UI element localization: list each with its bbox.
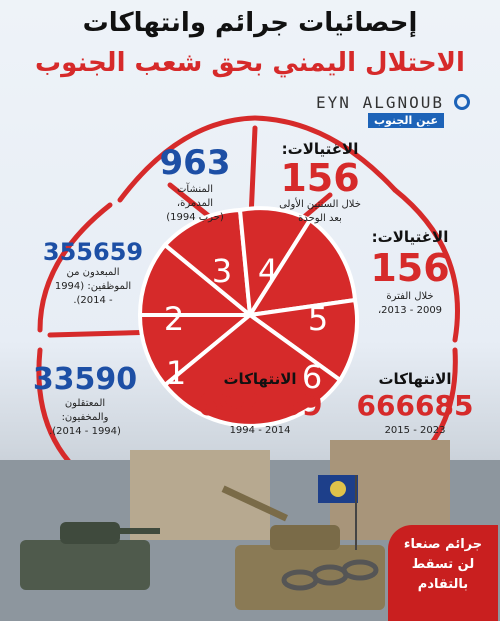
stat-dismissed-employees bbox=[28, 238, 158, 308]
stat-assassinations-2009-desc1: خلال الفترة bbox=[386, 291, 434, 302]
stat-assassinations-2009-desc2: 2009 - 2013، bbox=[377, 305, 443, 316]
stat-violations-1994-heading: الانتهاكات bbox=[223, 370, 297, 388]
slogan-line-1: جرائم صنعاء bbox=[403, 537, 483, 552]
stat-detainees-desc2: والمخفيون: bbox=[61, 412, 109, 423]
segment-label-4: 4 bbox=[257, 252, 279, 290]
stat-assassinations-early-desc2: بعد الوحدة bbox=[298, 213, 342, 224]
stat-detainees-desc3: (1994 - 2014). bbox=[49, 426, 121, 437]
title-line-2: الاحتلال اليمني بحق شعب الجنوب bbox=[35, 48, 465, 78]
tank-right-turret bbox=[270, 525, 340, 550]
stat-dismissed-desc3: - 2014). bbox=[73, 295, 113, 306]
stat-assassinations-early-value: 156 bbox=[280, 156, 360, 200]
stat-detainees-value: 33590 bbox=[32, 362, 138, 397]
stat-assassinations-2009-value: 156 bbox=[370, 246, 450, 290]
stat-detainees bbox=[25, 362, 145, 439]
stat-dismissed-desc1: المبعدون من bbox=[66, 267, 120, 278]
segment-label-6: 6 bbox=[301, 358, 323, 396]
stat-assassinations-2009 bbox=[350, 228, 470, 318]
logo-badge: عين الجنوب bbox=[368, 113, 444, 128]
title-line-1: إحصائيات جرائم وانتهاكات bbox=[82, 8, 418, 38]
slogan-line-3: بالتقادم bbox=[417, 577, 469, 592]
stat-dismissed-desc2: الموظفين: (1994 bbox=[54, 281, 132, 292]
stat-facilities-desc2: المدمرة، bbox=[176, 198, 214, 209]
stat-facilities-value: 963 bbox=[159, 143, 231, 183]
stat-assassinations-early-desc1: خلال السنتين الأولى bbox=[279, 199, 361, 210]
logo-text: EYN ALGNOUB bbox=[316, 93, 444, 112]
stat-violations-1994 bbox=[190, 370, 330, 438]
stat-violations-2015 bbox=[355, 370, 475, 438]
stat-violations-2015-desc: 2023 - 2015 bbox=[384, 425, 446, 436]
stat-violations-2015-value: 666685 bbox=[356, 389, 474, 422]
segment-label-3: 3 bbox=[211, 252, 233, 290]
stat-violations-2015-heading: الانتهاكات bbox=[378, 370, 452, 388]
flag-emblem-icon bbox=[330, 481, 346, 497]
stat-detainees-desc1: المعتقلون bbox=[64, 398, 106, 409]
stat-facilities-desc3: (حرب 1994) bbox=[166, 212, 224, 223]
tank-left bbox=[20, 540, 150, 590]
segment-label-1: 1 bbox=[165, 354, 187, 392]
stat-assassinations-early-heading: الاغتيالات: bbox=[281, 140, 359, 158]
stat-violations-1994-value: 698159 bbox=[197, 388, 323, 423]
stat-violations-1994-desc: 2014 - 1994 bbox=[229, 425, 291, 436]
scene-building-left bbox=[130, 450, 270, 540]
stat-facilities bbox=[140, 143, 250, 225]
stat-facilities-desc1: المنشآت bbox=[176, 184, 213, 195]
segment-label-5: 5 bbox=[307, 300, 329, 338]
stat-assassinations-early bbox=[255, 140, 385, 226]
slogan-line-2: لن تسقط bbox=[411, 557, 475, 572]
stat-assassinations-2009-heading: الاغتيالات: bbox=[371, 228, 449, 246]
tank-left-barrel bbox=[110, 528, 160, 534]
stat-dismissed-value: 355659 bbox=[42, 238, 144, 266]
slogan-banner bbox=[388, 525, 498, 621]
segment-label-2: 2 bbox=[163, 300, 185, 338]
